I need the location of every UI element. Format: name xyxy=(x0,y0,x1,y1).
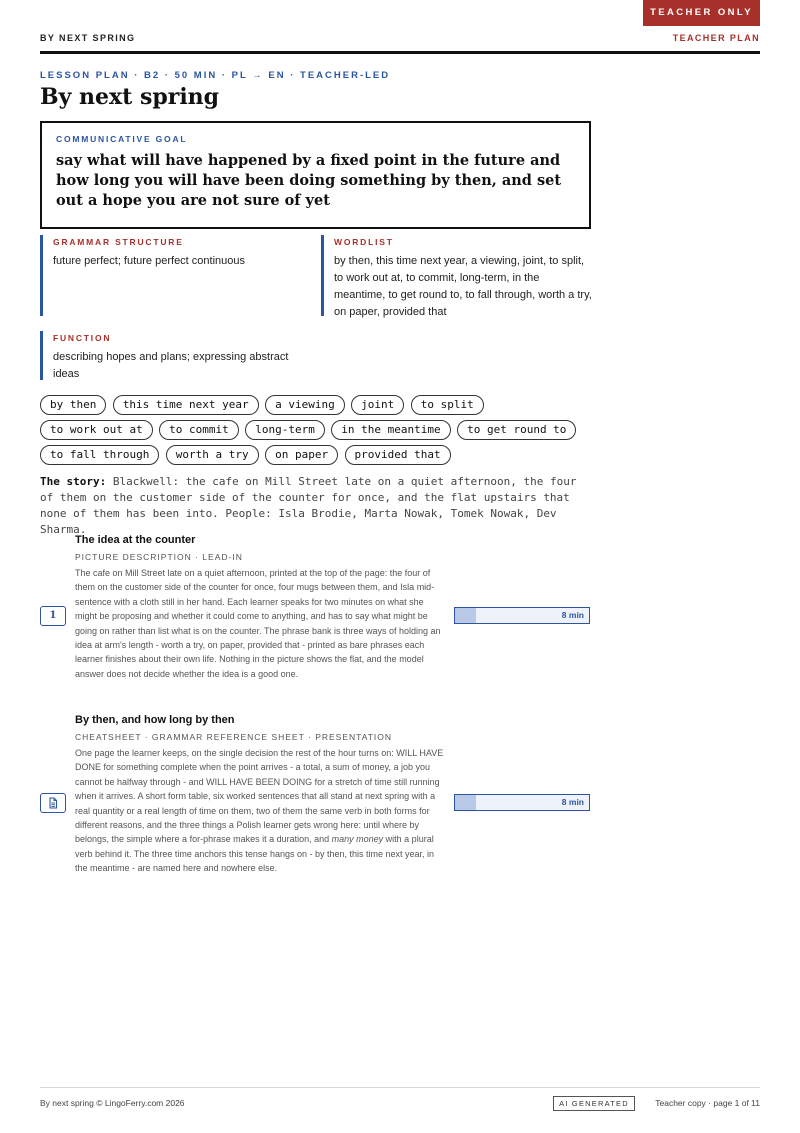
description-text: One page the learner keeps, on the single decision the rest of the hour turns on: WILL HAVE DONE for something complete when the point arrives - a total, a sum of money, a job you cannot be halfway through - and WILL HAVE BEEN DOING for a stretch of time still running when it arrives. A short form table, six worked sentences that all stand at next spring with a real quantity or a real length of time on them, two of them the same verb in both forms for different reasons, and the three things a Polish learner gets wrong here: until where by belongs, the simple where a for-phrase makes it a duration, and xyxy=(75,748,444,845)
time-bar-fill xyxy=(455,608,476,623)
activity-lead-in xyxy=(40,534,592,704)
description-text: with a plural verb behind it. The three time anchors this tense hangs on - by then, this time next year, in the meantime - are named here and nowhere else. xyxy=(75,834,435,874)
activity-title: By then, and how long by then xyxy=(75,714,235,726)
site-header xyxy=(40,33,760,54)
vocab-tag: to commit xyxy=(159,420,239,440)
time-label: 8 min xyxy=(561,610,584,620)
story-label: The story: xyxy=(40,475,107,488)
goal-text: say what will have happened by a fixed point in the future and how long you will have been doing something by then, and set out a hope you are not sure of yet xyxy=(56,152,562,209)
vocab-tag: to split xyxy=(411,395,484,415)
vocab-tag: this time next year xyxy=(113,395,259,415)
vocab-tag: a viewing xyxy=(265,395,345,415)
activity-cheatsheet xyxy=(40,714,592,894)
wordlist-label: WORDLIST xyxy=(334,237,394,247)
vocab-tag: long-term xyxy=(245,420,325,440)
footer-copyright: By next spring © LingoFerry.com 2026 xyxy=(40,1098,185,1108)
vocab-tag: to get round to xyxy=(457,420,576,440)
vocab-tag: on paper xyxy=(265,445,338,465)
page-title: By next spring xyxy=(40,84,220,110)
function-block xyxy=(40,331,293,380)
activity-description: The cafe on Mill Street late on a quiet afternoon, printed at the top of the page: the four of them on the customer side of the counter for once, four mugs between them, and Isla mid-sentence with a cloth still in her hand. Each learner speaks for two minutes on what she might be proposing and whether it could come to anything, and has to say what might be going on rather than list what is on the counter. The phrase bank is three ways of holding an idea at arm's length - worth a try, on paper, provided that - printed as bare phrases each learner finishes about their own life. Nothing in the picture shows the flat, and the model answer does not decide whether the idea is a good one. xyxy=(75,568,441,679)
goal-label: COMMUNICATIVE GOAL xyxy=(56,134,188,144)
activity-time-bar xyxy=(454,607,590,624)
grammar-structure-block xyxy=(40,235,293,316)
activity-description xyxy=(75,746,447,876)
story-text: Blackwell: the cafe on Mill Street late on a quiet afternoon, the four of them on the customer side of the counter for once, and the flat upstairs that none of them has been into. People: Isla Brodie, Marta Nowak, Tomek Nowak, Dev Sharma. xyxy=(40,475,577,536)
description-emphasis: many money xyxy=(331,834,384,845)
vocab-tag: joint xyxy=(351,395,404,415)
time-label: 8 min xyxy=(561,797,584,807)
grammar-text: future perfect; future perfect continuous xyxy=(53,255,246,267)
vocab-tag: to fall through xyxy=(40,445,159,465)
vocab-tag: to work out at xyxy=(40,420,153,440)
time-bar-fill xyxy=(455,795,476,810)
vocab-tag: in the meantime xyxy=(331,420,450,440)
document-icon xyxy=(40,793,66,813)
vocab-tag: by then xyxy=(40,395,106,415)
vocab-tag: provided that xyxy=(345,445,451,465)
communicative-goal-box xyxy=(40,121,591,229)
teacher-only-badge: TEACHER ONLY xyxy=(643,0,760,26)
function-label: FUNCTION xyxy=(53,333,112,343)
brand-name: BY NEXT SPRING xyxy=(40,33,136,43)
page-footer xyxy=(40,1087,760,1108)
wordlist-block xyxy=(321,235,592,316)
vocab-tag: worth a try xyxy=(166,445,259,465)
ai-generated-badge: AI GENERATED xyxy=(553,1096,635,1111)
lesson-meta: LESSON PLAN · B2 · 50 MIN · PL → EN · TEACHER-LED xyxy=(40,70,391,81)
vocabulary-tags xyxy=(40,395,600,470)
activity-subtitle: PICTURE DESCRIPTION · LEAD-IN xyxy=(75,552,243,562)
plan-type-label: TEACHER PLAN xyxy=(672,33,760,43)
activity-number-badge: 1 xyxy=(40,606,66,626)
grammar-label: GRAMMAR STRUCTURE xyxy=(53,237,184,247)
activity-subtitle: CHEATSHEET · GRAMMAR REFERENCE SHEET · PRESENTATION xyxy=(75,732,393,742)
wordlist-text: by then, this time next year, a viewing, joint, to split, to work out at, to commit, long-term, in the meantime, to get round to, to fall through, worth a try, on paper, provided that xyxy=(334,255,592,318)
activity-title: The idea at the counter xyxy=(75,534,196,546)
footer-page-info: Teacher copy · page 1 of 11 xyxy=(655,1098,760,1108)
function-text: describing hopes and plans; expressing abstract ideas xyxy=(53,351,289,380)
activity-time-bar xyxy=(454,794,590,811)
story-intro xyxy=(40,474,590,538)
